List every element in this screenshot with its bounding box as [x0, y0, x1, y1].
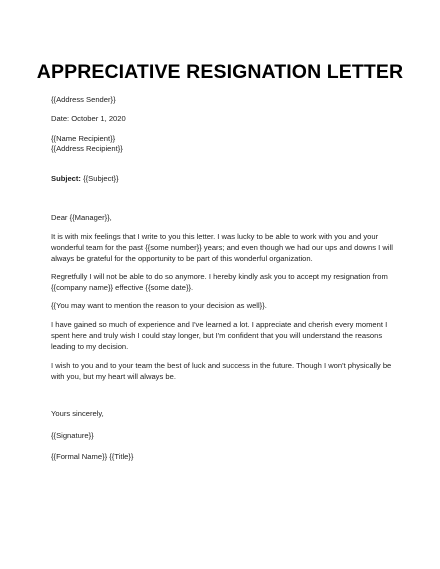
letter-date: Date: October 1, 2020	[51, 114, 126, 123]
paragraph-2-line: Regretfully I will not be able to do so anymore. I hereby kindly ask you to accept my resignation from	[51, 272, 388, 281]
closing: Yours sincerely,	[51, 409, 104, 418]
paragraph-2-line: {{company name}} effective {{some date}}.	[51, 283, 194, 292]
paragraph-1-line: wonderful team for the past {{some number}} years; and even though we had our ups and downs I will	[51, 243, 393, 252]
subject-line	[51, 173, 391, 186]
paragraph-1-line: always be grateful for the opportunity to be part of this wonderful organization.	[51, 254, 313, 263]
letter-title: APPRECIATIVE RESIGNATION LETTER	[36, 61, 404, 83]
address-recipient: {{Address Recipient}}	[51, 144, 123, 153]
name-recipient: {{Name Recipient}}	[51, 134, 116, 143]
subject-label: Subject:	[51, 174, 81, 183]
paragraph-5-line: with you, but my heart will always be.	[51, 372, 176, 381]
paragraph-4-line: I have gained so much of experience and I've learned a lot. I appreciate and cherish every moment I	[51, 320, 388, 329]
paragraph-4-line: leading to my decision.	[51, 342, 129, 351]
subject-value: {{Subject}}	[80, 174, 119, 183]
formal-name-title: {{Formal Name}} {{Title}}	[51, 452, 134, 461]
paragraph-1-line: It is with mix feelings that I write to you this letter. I was lucky to be able to work with you and your	[51, 232, 379, 241]
paragraph-5-line: I wish to you and to your team the best of luck and success in the future. Though I won't physically be	[51, 361, 392, 370]
paragraph-4-line: spent here and truly wish I could stay longer, but I'm confident that you will understand the reasons	[51, 331, 383, 340]
salutation: Dear {{Manager}},	[51, 213, 112, 222]
paragraph-3: {{You may want to mention the reason to your decision as well}}.	[51, 301, 267, 310]
address-sender: {{Address Sender}}	[51, 95, 116, 104]
signature: {{Signature}}	[51, 431, 94, 440]
